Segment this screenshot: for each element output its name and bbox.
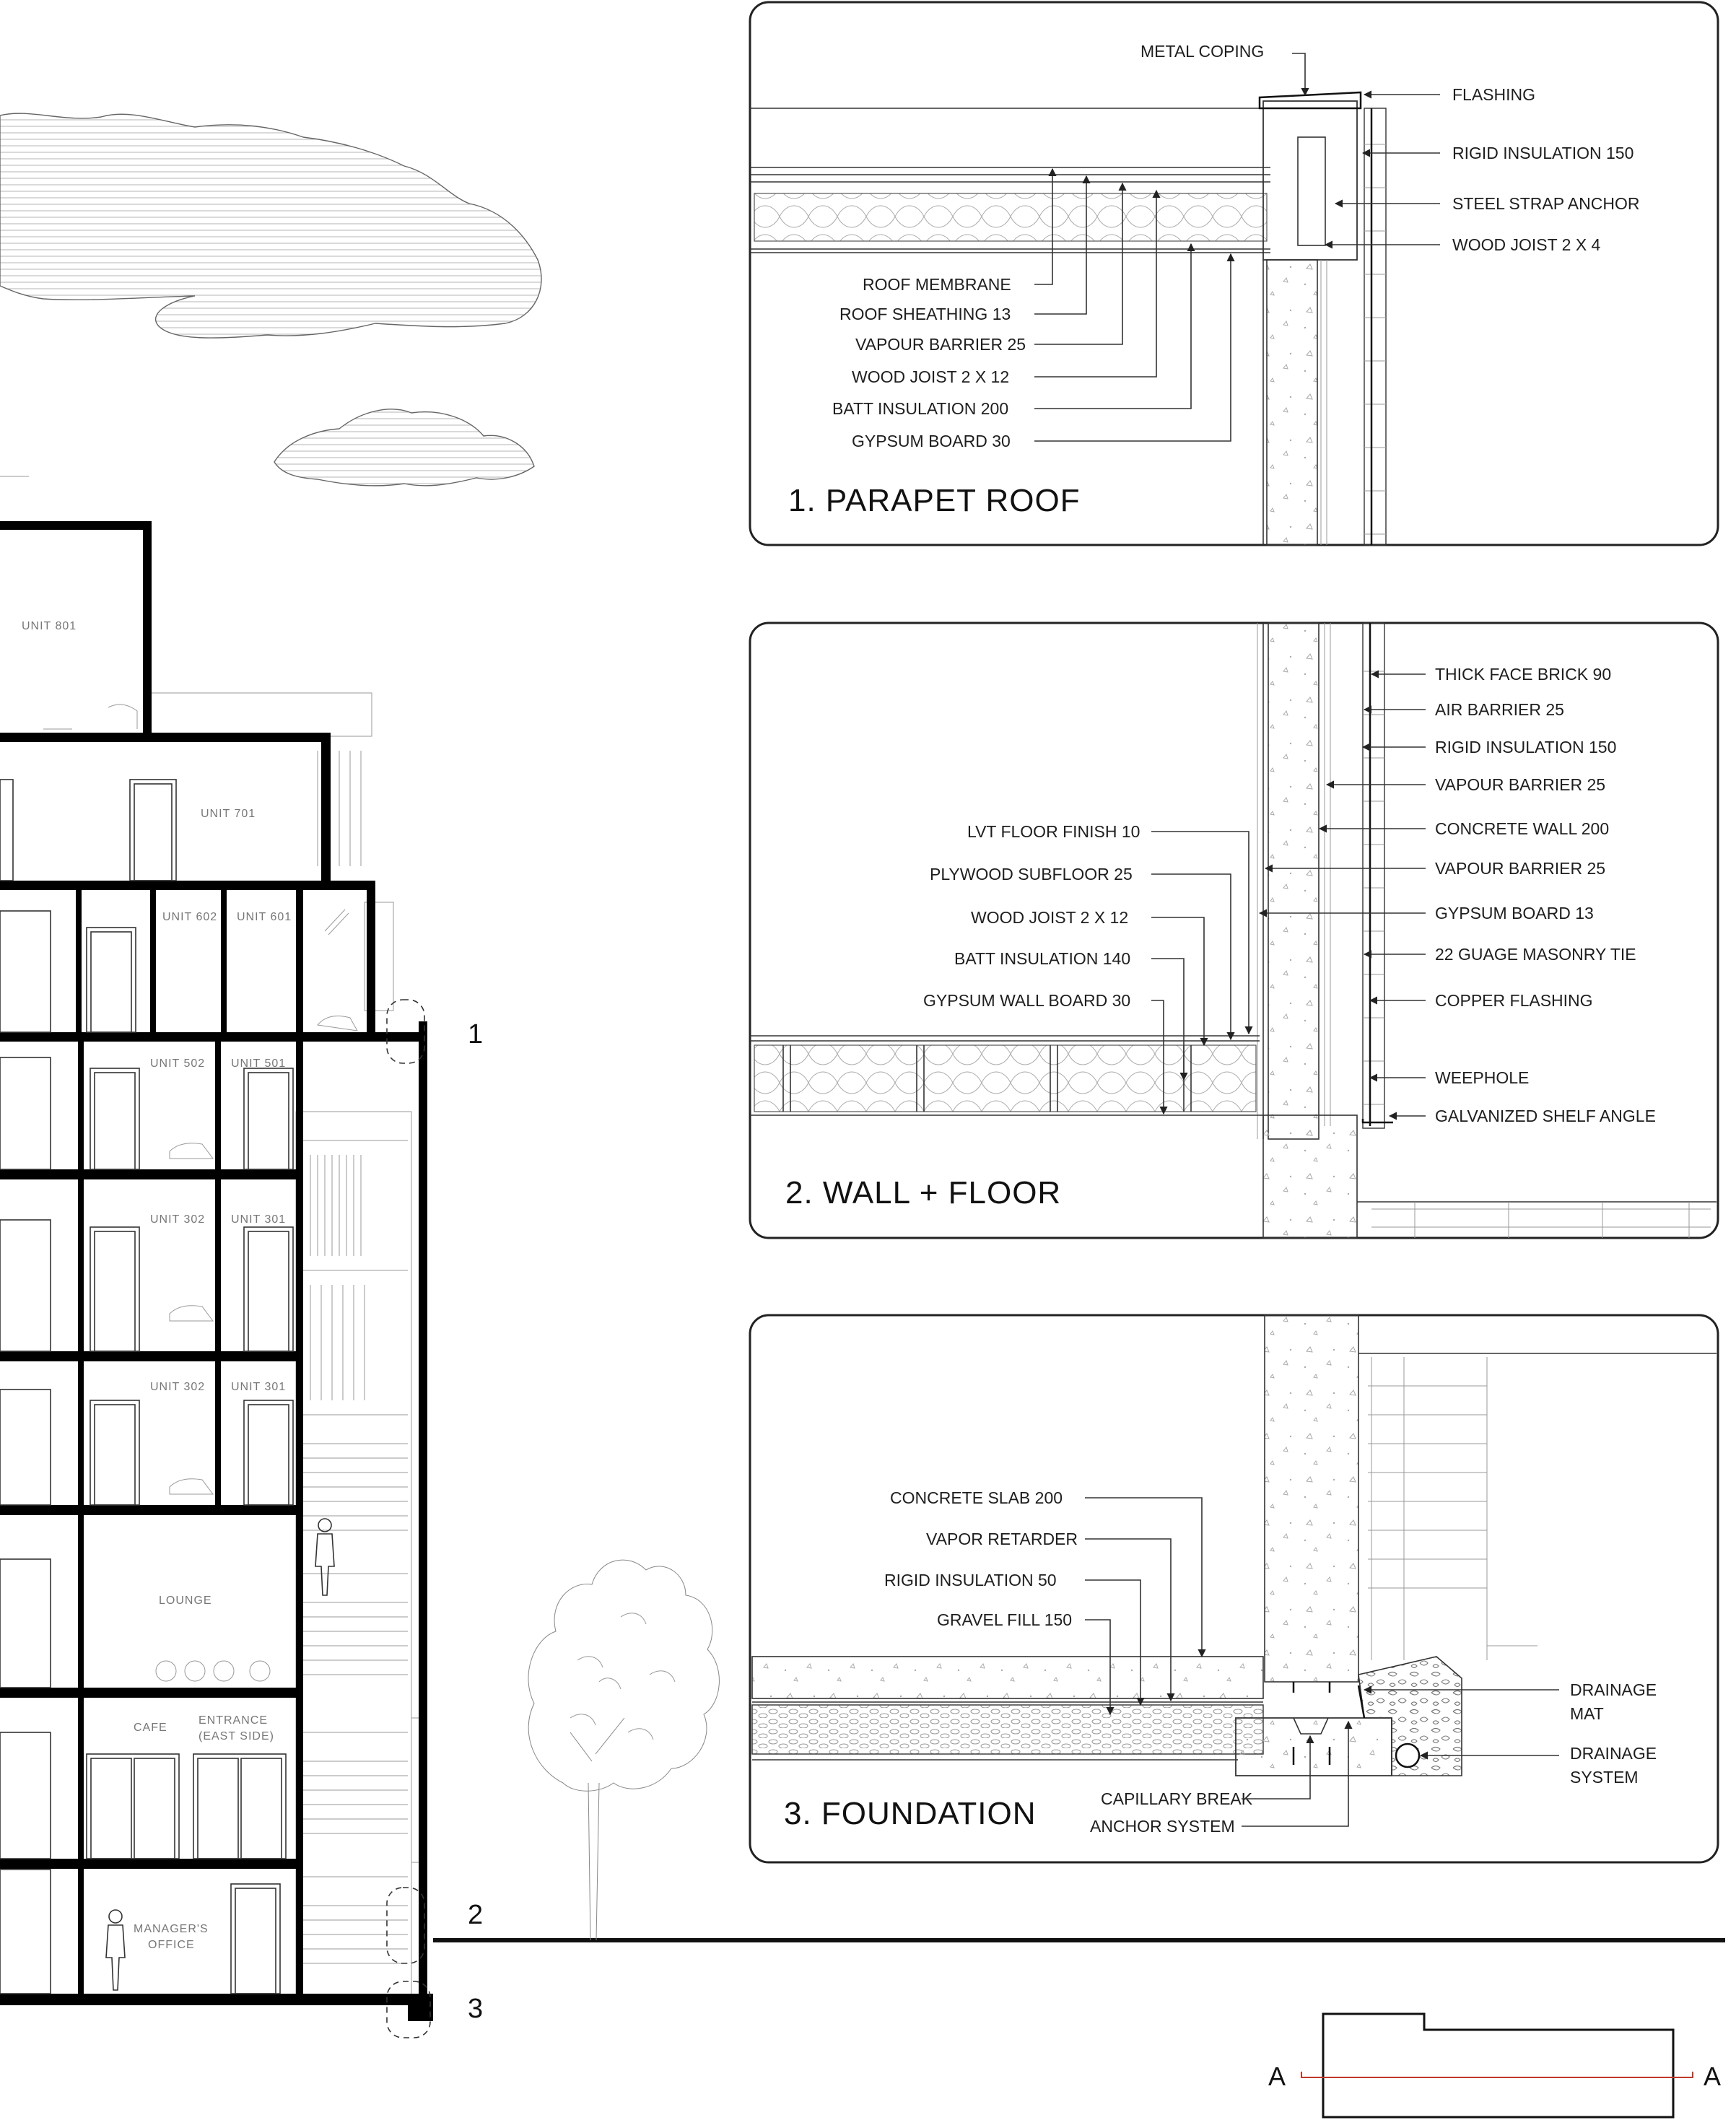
detail-3-title: 3. FOUNDATION — [784, 1796, 1037, 1831]
label-anchor-system: ANCHOR SYSTEM — [1090, 1817, 1235, 1836]
label-flashing: FLASHING — [1452, 85, 1536, 104]
label-air-barrier-25: AIR BARRIER 25 — [1435, 700, 1564, 719]
label-concrete-wall-200: CONCRETE WALL 200 — [1435, 819, 1610, 838]
cut-label-right: A — [1704, 2062, 1722, 2091]
label-plywood-subfloor-25: PLYWOOD SUBFLOOR 25 — [930, 865, 1133, 884]
label-unit-301-upper: UNIT 301 — [231, 1213, 287, 1226]
label-rigid-insulation-150: RIGID INSULATION 150 — [1435, 738, 1617, 756]
label-unit-302-upper: UNIT 302 — [150, 1213, 206, 1226]
label-rigid-insulation-150: RIGID INSULATION 150 — [1452, 144, 1634, 162]
detail-wall-floor — [750, 623, 1718, 1238]
label-vapour-barrier-25-b: VAPOUR BARRIER 25 — [1435, 859, 1606, 878]
label-lvt-floor-finish-10: LVT FLOOR FINISH 10 — [967, 822, 1140, 841]
label-weephole: WEEPHOLE — [1435, 1068, 1530, 1087]
cloud-large — [0, 113, 541, 338]
label-unit-502: UNIT 502 — [150, 1057, 206, 1070]
label-wood-joist-2x4: WOOD JOIST 2 X 4 — [1452, 235, 1601, 254]
label-steel-strap-anchor: STEEL STRAP ANCHOR — [1452, 194, 1640, 213]
label-galvanized-shelf-angle: GALVANIZED SHELF ANGLE — [1435, 1107, 1656, 1125]
label-drainage-mat-1: DRAINAGE — [1570, 1680, 1657, 1699]
label-batt-insulation-200: BATT INSULATION 200 — [832, 399, 1009, 418]
label-concrete-slab-200: CONCRETE SLAB 200 — [890, 1488, 1063, 1507]
label-unit-602: UNIT 602 — [162, 911, 218, 923]
label-batt-insulation-140: BATT INSULATION 140 — [954, 949, 1131, 968]
label-unit-801: UNIT 801 — [22, 620, 77, 632]
label-gypsum-board-13: GYPSUM BOARD 13 — [1435, 904, 1594, 922]
label-gypsum-board-30: GYPSUM BOARD 30 — [852, 432, 1011, 450]
label-unit-701: UNIT 701 — [201, 808, 256, 820]
label-thick-face-brick-90: THICK FACE BRICK 90 — [1435, 665, 1612, 684]
callout-number-2: 2 — [468, 1900, 484, 1930]
label-gravel-fill-150: GRAVEL FILL 150 — [937, 1610, 1073, 1629]
label-drainage-system-2: SYSTEM — [1570, 1768, 1639, 1787]
label-roof-sheathing-13: ROOF SHEATHING 13 — [839, 305, 1011, 323]
tree — [528, 1560, 719, 1940]
key-plan — [1268, 2014, 1721, 2117]
label-capillary-break: CAPILLARY BREAK — [1101, 1789, 1253, 1808]
label-rigid-insulation-50: RIGID INSULATION 50 — [884, 1571, 1057, 1589]
label-lounge: LOUNGE — [159, 1595, 212, 1607]
callout-number-3: 3 — [468, 1994, 484, 2024]
label-wood-joist-2x12: WOOD JOIST 2 X 12 — [852, 367, 1010, 386]
building-section — [0, 476, 483, 2038]
label-drainage-mat-2: MAT — [1570, 1704, 1604, 1723]
label-office: OFFICE — [148, 1939, 195, 1951]
label-masonry-tie: 22 GUAGE MASONRY TIE — [1435, 945, 1636, 964]
label-drainage-system-1: DRAINAGE — [1570, 1744, 1657, 1763]
label-copper-flashing: COPPER FLASHING — [1435, 991, 1593, 1010]
section-cut-line — [1301, 2072, 1693, 2077]
label-vapour-barrier-25: VAPOUR BARRIER 25 — [855, 335, 1026, 354]
label-unit-601: UNIT 601 — [237, 911, 292, 923]
detail-foundation — [750, 1315, 1718, 1862]
label-roof-membrane: ROOF MEMBRANE — [863, 275, 1011, 294]
label-entrance: ENTRANCE — [199, 1714, 269, 1727]
label-unit-301-lower: UNIT 301 — [231, 1381, 287, 1393]
label-metal-coping: METAL COPING — [1140, 42, 1265, 61]
cloud-small — [274, 409, 534, 486]
cut-label-left: A — [1268, 2062, 1286, 2091]
detail-2-title: 2. WALL + FLOOR — [785, 1175, 1062, 1211]
label-gypsum-wall-board-30: GYPSUM WALL BOARD 30 — [923, 991, 1131, 1010]
detail-parapet-roof — [750, 2, 1718, 545]
detail-1-title: 1. PARAPET ROOF — [788, 483, 1081, 518]
label-vapour-barrier-25-a: VAPOUR BARRIER 25 — [1435, 775, 1606, 794]
label-unit-302-lower: UNIT 302 — [150, 1381, 206, 1393]
label-manager: MANAGER'S — [134, 1923, 209, 1935]
label-wood-joist-2x12: WOOD JOIST 2 X 12 — [971, 908, 1129, 927]
label-unit-501: UNIT 501 — [231, 1057, 287, 1070]
callout-number-1: 1 — [468, 1019, 484, 1050]
label-vapor-retarder: VAPOR RETARDER — [926, 1530, 1078, 1548]
label-cafe: CAFE — [134, 1722, 167, 1734]
label-entrance-east: (EAST SIDE) — [199, 1730, 274, 1742]
